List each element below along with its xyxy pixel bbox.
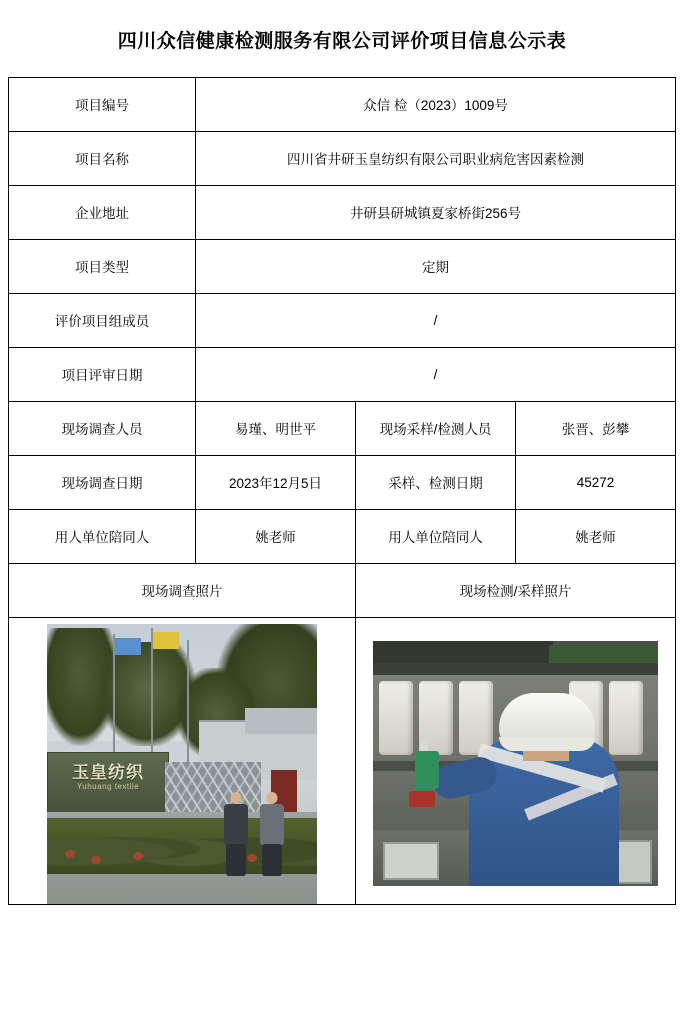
person-figure: [223, 792, 249, 876]
person-legs: [262, 844, 282, 876]
row-label: 用人单位陪同人: [356, 509, 516, 563]
row-value: 姚老师: [196, 509, 356, 563]
row-value: 易瑾、明世平: [196, 401, 356, 455]
person-legs: [226, 844, 246, 876]
project-info-table: [8, 77, 676, 905]
factory-gate-photo: [47, 624, 317, 904]
row-value: 定期: [196, 239, 676, 293]
row-value: 姚老师: [516, 509, 676, 563]
row-value: 众信 检（2023）1009号: [196, 77, 676, 131]
row-label: 项目评审日期: [9, 347, 196, 401]
row-label: 现场调查日期: [9, 455, 196, 509]
photo-wrap-right: [356, 635, 675, 886]
table-row: [9, 239, 676, 293]
flower-shape: [133, 852, 143, 860]
red-equipment: [409, 791, 435, 807]
table-row: [9, 131, 676, 185]
sampling-device: [415, 751, 439, 789]
person-figure: [259, 792, 285, 876]
row-value: 井研县研城镇夏家桥街256号: [196, 185, 676, 239]
table-row: [9, 77, 676, 131]
page-title: 四川众信健康检测服务有限公司评价项目信息公示表: [117, 31, 567, 52]
yarn-spool: [609, 681, 643, 755]
flower-shape: [65, 850, 75, 858]
row-value: /: [196, 293, 676, 347]
table-row: [9, 509, 676, 563]
photo-cell-left: [9, 617, 356, 904]
photo-wrap-left: [9, 618, 355, 904]
row-label: 用人单位陪同人: [9, 509, 196, 563]
row-label: 企业地址: [9, 185, 196, 239]
row-value: 张晋、彭攀: [516, 401, 676, 455]
person-head: [231, 792, 242, 804]
building-shape: [245, 708, 317, 734]
row-value: 2023年12月5日: [196, 455, 356, 509]
photo-header-right: 现场检测/采样照片: [356, 563, 676, 617]
table-row: [9, 347, 676, 401]
flag-icon: [153, 632, 179, 649]
row-value: 四川省井研玉皇纺织有限公司职业病危害因素检测: [196, 131, 676, 185]
row-label: 项目类型: [9, 239, 196, 293]
flower-shape: [91, 856, 101, 864]
person-body: [260, 804, 284, 846]
flag-icon: [115, 638, 141, 655]
photo-header-row: [9, 563, 676, 617]
table-row: [9, 185, 676, 239]
photo-cell-right: [356, 617, 676, 904]
photo-header-left: 现场调查照片: [9, 563, 356, 617]
row-label: 现场调查人员: [9, 401, 196, 455]
row-label: 评价项目组成员: [9, 293, 196, 347]
table-row: [9, 293, 676, 347]
yarn-spool: [379, 681, 413, 755]
row-label: 现场采样/检测人员: [356, 401, 516, 455]
row-label: 项目名称: [9, 131, 196, 185]
table-row: [9, 401, 676, 455]
worker-sampling-photo: [373, 641, 658, 886]
row-value: /: [196, 347, 676, 401]
row-label: 项目编号: [9, 77, 196, 131]
person-body: [224, 804, 248, 846]
signboard-subtext: Yuhuang textile: [76, 781, 140, 791]
flag-pole: [187, 640, 189, 764]
yarn-spool: [459, 681, 493, 755]
worker-cap-band: [499, 737, 595, 751]
table-row: [9, 455, 676, 509]
person-head: [267, 792, 278, 804]
row-label: 采样、检测日期: [356, 455, 516, 509]
photo-row: [9, 617, 676, 904]
signboard-text: 玉皇纺织: [72, 762, 144, 783]
machine-rail: [373, 663, 658, 675]
row-value: 45272: [516, 455, 676, 509]
crate-box: [383, 842, 439, 880]
